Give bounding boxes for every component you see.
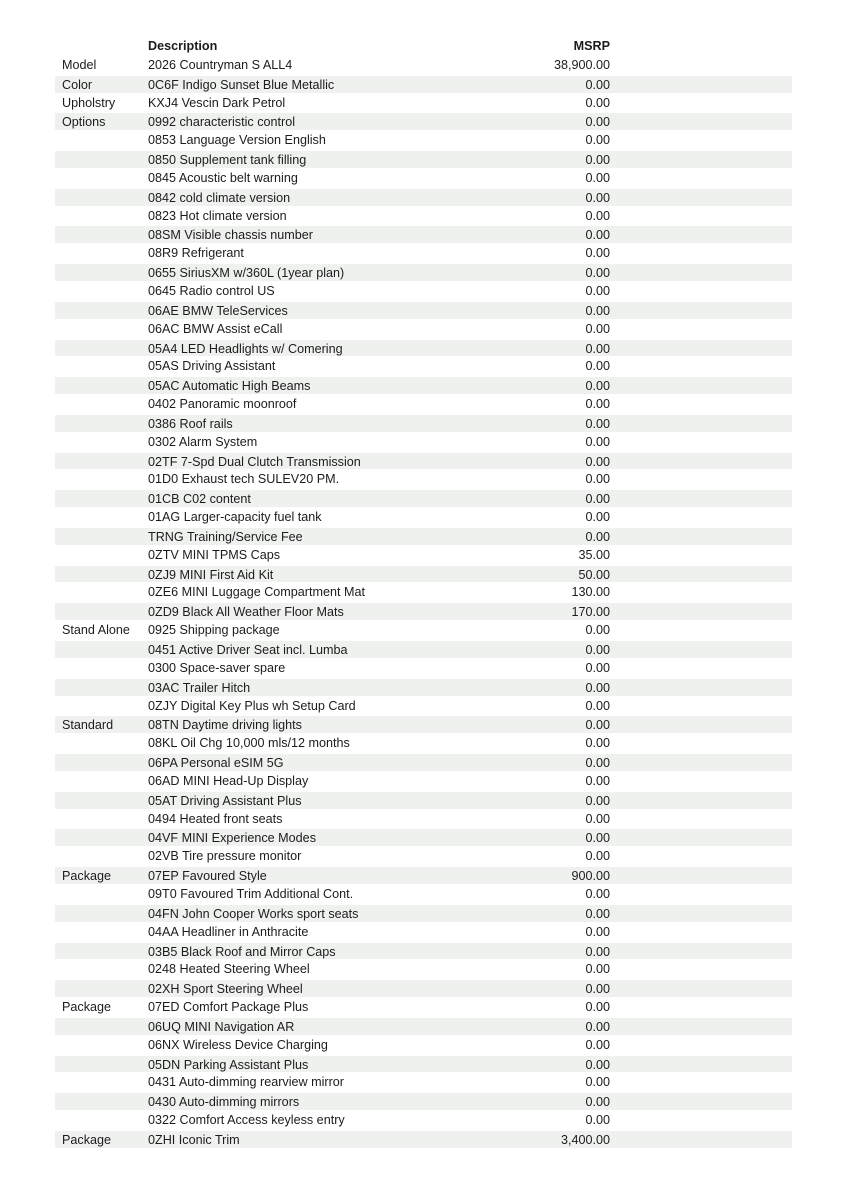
category-cell xyxy=(55,566,148,583)
msrp-cell: 0.00 xyxy=(585,1095,610,1110)
row-spacer xyxy=(610,772,792,791)
msrp-cell: 0.00 xyxy=(585,115,610,130)
msrp-cell: 0.00 xyxy=(585,246,610,261)
category-cell: Color xyxy=(62,77,93,92)
msrp-cell: 0.00 xyxy=(585,849,610,864)
msrp-cell: 35.00 xyxy=(578,547,610,562)
table-row xyxy=(55,1017,792,1036)
category-cell xyxy=(55,734,148,753)
category-cell xyxy=(55,772,148,791)
row-spacer xyxy=(610,94,792,113)
table-row xyxy=(55,282,792,301)
category-cell xyxy=(55,470,148,489)
category-cell xyxy=(55,1111,148,1130)
msrp-cell: 0.00 xyxy=(585,680,610,695)
description-cell: 01AG Larger-capacity fuel tank xyxy=(148,510,322,525)
category-cell: Model xyxy=(62,57,97,72)
table-row xyxy=(55,75,792,94)
description-cell: 06AE BMW TeleServices xyxy=(148,303,288,318)
table-row xyxy=(55,979,792,998)
table-row xyxy=(55,942,792,961)
description-cell: 06AD MINI Head-Up Display xyxy=(148,773,309,788)
category-cell xyxy=(55,829,148,846)
category-cell xyxy=(55,282,148,301)
category-cell xyxy=(55,659,148,678)
msrp-cell: 38,900.00 xyxy=(553,57,610,72)
row-spacer xyxy=(610,453,792,470)
row-spacer xyxy=(610,980,792,997)
description-cell: 05AT Driving Assistant Plus xyxy=(148,793,302,808)
table-row xyxy=(55,263,792,282)
row-spacer xyxy=(610,998,792,1017)
msrp-header: MSRP xyxy=(573,39,610,53)
description-cell: 0850 Supplement tank filling xyxy=(148,153,307,168)
row-spacer xyxy=(610,189,792,206)
table-row xyxy=(55,414,792,433)
table-row xyxy=(55,376,792,395)
description-cell: 08R9 Refrigerant xyxy=(148,246,244,261)
table-row xyxy=(55,452,792,471)
table-row xyxy=(55,56,792,75)
description-cell: 04FN John Cooper Works sport seats xyxy=(148,906,359,921)
msrp-cell: 0.00 xyxy=(585,283,610,298)
table-row xyxy=(55,810,792,829)
category-cell xyxy=(55,357,148,376)
msrp-cell: 0.00 xyxy=(585,643,610,657)
category-cell xyxy=(55,528,148,545)
category-cell xyxy=(55,244,148,263)
msrp-cell: 0.00 xyxy=(585,228,610,243)
row-spacer xyxy=(610,734,792,753)
description-cell: 0ZJY Digital Key Plus wh Setup Card xyxy=(148,698,356,713)
row-spacer xyxy=(610,1131,792,1148)
msrp-cell: 0.00 xyxy=(585,962,610,977)
row-spacer xyxy=(610,885,792,904)
table-row xyxy=(55,1130,792,1149)
description-header: Description xyxy=(148,39,218,53)
description-cell: 2026 Countryman S ALL4 xyxy=(148,57,293,72)
description-cell: 0ZE6 MINI Luggage Compartment Mat xyxy=(148,585,365,600)
category-cell xyxy=(55,395,148,414)
description-cell: 0451 Active Driver Seat incl. Lumba xyxy=(148,643,348,657)
row-spacer xyxy=(610,244,792,263)
msrp-cell: 0.00 xyxy=(585,379,610,394)
table-row xyxy=(55,772,792,791)
category-cell xyxy=(55,980,148,997)
msrp-cell: 900.00 xyxy=(571,869,610,884)
row-spacer xyxy=(610,207,792,226)
msrp-cell: 0.00 xyxy=(585,454,610,469)
row-spacer xyxy=(610,395,792,414)
row-spacer xyxy=(610,470,792,489)
description-cell: 08SM Visible chassis number xyxy=(148,228,313,243)
table-row xyxy=(55,112,792,131)
table-row xyxy=(55,131,792,150)
table-row xyxy=(55,866,792,885)
msrp-cell: 0.00 xyxy=(585,510,610,525)
table-row xyxy=(55,433,792,452)
category-cell xyxy=(55,189,148,206)
msrp-cell: 0.00 xyxy=(585,133,610,148)
category-cell xyxy=(55,583,148,602)
description-cell: 04AA Headliner in Anthracite xyxy=(148,924,309,939)
description-cell: 01D0 Exhaust tech SULEV20 PM. xyxy=(148,472,340,487)
category-cell xyxy=(55,792,148,809)
category-cell xyxy=(55,885,148,904)
category-cell xyxy=(55,131,148,150)
description-cell: 08TN Daytime driving lights xyxy=(148,718,302,733)
category-cell xyxy=(55,697,148,716)
description-cell: 07ED Comfort Package Plus xyxy=(148,1000,309,1015)
table-row xyxy=(55,960,792,979)
msrp-cell: 0.00 xyxy=(585,773,610,788)
msrp-cell: 0.00 xyxy=(585,924,610,939)
category-cell xyxy=(55,264,148,281)
table-row xyxy=(55,847,792,866)
description-cell: 0645 Radio control US xyxy=(148,283,275,298)
category-cell xyxy=(55,377,148,394)
description-cell: 06AC BMW Assist eCall xyxy=(148,321,283,336)
row-spacer xyxy=(610,113,792,130)
row-spacer xyxy=(610,56,792,75)
category-cell xyxy=(55,320,148,339)
table-row xyxy=(55,395,792,414)
category-cell xyxy=(55,151,148,168)
category-cell: Package xyxy=(62,869,112,884)
description-cell: 0ZTV MINI TPMS Caps xyxy=(148,547,281,562)
table-row xyxy=(55,659,792,678)
description-cell: 0386 Roof rails xyxy=(148,416,233,431)
description-cell: 08KL Oil Chg 10,000 mls/12 months xyxy=(148,736,350,751)
table-row xyxy=(55,640,792,659)
table-row xyxy=(55,508,792,527)
category-cell xyxy=(55,810,148,829)
msrp-cell: 0.00 xyxy=(585,153,610,168)
category-cell: Stand Alone xyxy=(62,623,130,638)
row-spacer xyxy=(610,546,792,565)
description-cell: 0842 cold climate version xyxy=(148,190,291,205)
table-row xyxy=(55,527,792,546)
table-row xyxy=(55,753,792,772)
row-spacer xyxy=(610,377,792,394)
description-cell: 04VF MINI Experience Modes xyxy=(148,831,316,846)
msrp-cell: 0.00 xyxy=(585,660,610,675)
description-cell: 02VB Tire pressure monitor xyxy=(148,849,302,864)
msrp-cell: 0.00 xyxy=(585,1113,610,1128)
row-spacer xyxy=(610,810,792,829)
row-spacer xyxy=(610,829,792,846)
row-spacer xyxy=(610,1036,792,1055)
msrp-cell: 0.00 xyxy=(585,698,610,713)
row-spacer xyxy=(610,264,792,281)
description-cell: 0300 Space-saver spare xyxy=(148,660,286,675)
msrp-cell: 0.00 xyxy=(585,208,610,223)
table-row xyxy=(55,320,792,339)
row-spacer xyxy=(610,433,792,452)
msrp-cell: 0.00 xyxy=(585,321,610,336)
description-cell: 06UQ MINI Navigation AR xyxy=(148,1019,295,1034)
category-cell xyxy=(55,943,148,960)
msrp-cell: 0.00 xyxy=(585,95,610,110)
table-row xyxy=(55,583,792,602)
category-cell xyxy=(55,169,148,188)
description-cell: KXJ4 Vescin Dark Petrol xyxy=(148,95,286,110)
description-cell: 0925 Shipping package xyxy=(148,623,280,638)
category-cell xyxy=(55,207,148,226)
msrp-cell: 0.00 xyxy=(585,341,610,356)
table-row xyxy=(55,1111,792,1130)
row-spacer xyxy=(610,1093,792,1110)
table-header-row xyxy=(55,37,792,56)
description-cell: 09T0 Favoured Trim Additional Cont. xyxy=(148,886,354,901)
row-spacer xyxy=(610,490,792,507)
row-spacer xyxy=(610,320,792,339)
row-spacer xyxy=(610,679,792,696)
table-row xyxy=(55,357,792,376)
row-spacer xyxy=(610,415,792,432)
table-row xyxy=(55,94,792,113)
description-cell: 03B5 Black Roof and Mirror Caps xyxy=(148,944,336,959)
row-spacer xyxy=(610,583,792,602)
row-spacer xyxy=(610,1056,792,1073)
msrp-cell: 0.00 xyxy=(585,492,610,507)
table-row xyxy=(55,301,792,320)
table-row xyxy=(55,904,792,923)
row-spacer xyxy=(610,923,792,942)
description-cell: 03AC Trailer Hitch xyxy=(148,680,251,695)
description-cell: 0431 Auto-dimming rearview mirror xyxy=(148,1075,344,1090)
table-row xyxy=(55,470,792,489)
row-spacer xyxy=(610,528,792,545)
description-cell: 0845 Acoustic belt warning xyxy=(148,170,298,185)
msrp-cell: 0.00 xyxy=(585,1075,610,1090)
msrp-cell: 0.00 xyxy=(585,831,610,846)
table-row xyxy=(55,828,792,847)
description-cell: 02XH Sport Steering Wheel xyxy=(148,982,303,997)
row-spacer xyxy=(610,340,792,357)
category-cell: Package xyxy=(62,1132,112,1147)
category-cell xyxy=(55,679,148,696)
row-spacer xyxy=(610,302,792,319)
table-row xyxy=(55,885,792,904)
description-cell: 06PA Personal eSIM 5G xyxy=(148,756,284,771)
row-spacer xyxy=(610,131,792,150)
header-spacer xyxy=(610,37,792,56)
row-spacer xyxy=(610,943,792,960)
table-row xyxy=(55,1036,792,1055)
category-cell xyxy=(55,415,148,432)
msrp-cell: 0.00 xyxy=(585,416,610,431)
row-spacer xyxy=(610,641,792,658)
msrp-cell: 0.00 xyxy=(585,303,610,318)
table-row xyxy=(55,791,792,810)
msrp-cell: 0.00 xyxy=(585,793,610,808)
description-cell: 0992 characteristic control xyxy=(148,115,295,130)
description-cell: 0823 Hot climate version xyxy=(148,208,287,223)
category-cell xyxy=(55,490,148,507)
category-cell xyxy=(55,1056,148,1073)
table-row xyxy=(55,565,792,584)
msrp-cell: 0.00 xyxy=(585,397,610,412)
row-spacer xyxy=(610,1111,792,1130)
msrp-cell: 0.00 xyxy=(585,77,610,92)
msrp-cell: 3,400.00 xyxy=(560,1132,610,1147)
description-cell: 0ZD9 Black All Weather Floor Mats xyxy=(148,605,344,620)
row-spacer xyxy=(610,226,792,243)
msrp-cell: 0.00 xyxy=(585,1057,610,1072)
description-cell: 06NX Wireless Device Charging xyxy=(148,1037,328,1052)
description-cell: 0430 Auto-dimming mirrors xyxy=(148,1095,300,1110)
table-row xyxy=(55,1055,792,1074)
category-header xyxy=(55,37,148,56)
description-cell: 0853 Language Version English xyxy=(148,133,326,148)
description-cell: 0402 Panoramic moonroof xyxy=(148,397,297,412)
row-spacer xyxy=(610,508,792,527)
msrp-cell: 0.00 xyxy=(585,1037,610,1052)
category-cell xyxy=(55,923,148,942)
table-row xyxy=(55,169,792,188)
description-cell: 0248 Heated Steering Wheel xyxy=(148,962,310,977)
row-spacer xyxy=(610,659,792,678)
table-row xyxy=(55,489,792,508)
row-spacer xyxy=(610,754,792,771)
table-row xyxy=(55,734,792,753)
msrp-cell: 0.00 xyxy=(585,736,610,751)
category-cell xyxy=(55,302,148,319)
table-row xyxy=(55,715,792,734)
msrp-cell: 170.00 xyxy=(571,605,610,620)
category-cell xyxy=(55,340,148,357)
description-cell: 01CB C02 content xyxy=(148,492,251,507)
description-cell: 0655 SiriusXM w/360L (1year plan) xyxy=(148,266,345,281)
row-spacer xyxy=(610,282,792,301)
msrp-cell: 0.00 xyxy=(585,718,610,733)
table-row xyxy=(55,621,792,640)
category-cell xyxy=(55,905,148,922)
category-cell xyxy=(55,433,148,452)
row-spacer xyxy=(610,792,792,809)
row-spacer xyxy=(610,1018,792,1035)
row-spacer xyxy=(610,716,792,733)
category-cell xyxy=(55,508,148,527)
table-row xyxy=(55,339,792,358)
row-spacer xyxy=(610,621,792,640)
msrp-cell: 130.00 xyxy=(571,585,610,600)
category-cell xyxy=(55,641,148,658)
table-row xyxy=(55,546,792,565)
msrp-cell: 0.00 xyxy=(585,886,610,901)
row-spacer xyxy=(610,566,792,583)
msrp-cell: 0.00 xyxy=(585,434,610,449)
category-cell xyxy=(55,546,148,565)
description-cell: 0302 Alarm System xyxy=(148,434,258,449)
table-row xyxy=(55,602,792,621)
category-cell xyxy=(55,1093,148,1110)
msrp-cell: 0.00 xyxy=(585,266,610,281)
table-row xyxy=(55,188,792,207)
table-row xyxy=(55,998,792,1017)
description-cell: 0322 Comfort Access keyless entry xyxy=(148,1113,345,1128)
msrp-cell: 0.00 xyxy=(585,944,610,959)
msrp-cell: 0.00 xyxy=(585,1000,610,1015)
table-row xyxy=(55,1092,792,1111)
table-row xyxy=(55,225,792,244)
row-spacer xyxy=(610,151,792,168)
description-cell: 0ZJ9 MINI First Aid Kit xyxy=(148,567,274,582)
category-cell xyxy=(55,847,148,866)
description-cell: 05A4 LED Headlights w/ Comering xyxy=(148,341,343,356)
category-cell: Upholstry xyxy=(62,95,116,110)
row-spacer xyxy=(610,867,792,884)
table-row xyxy=(55,207,792,226)
msrp-cell: 0.00 xyxy=(585,170,610,185)
category-cell xyxy=(55,960,148,979)
table-row xyxy=(55,150,792,169)
msrp-cell: 0.00 xyxy=(585,906,610,921)
row-spacer xyxy=(610,357,792,376)
table-row xyxy=(55,697,792,716)
row-spacer xyxy=(610,76,792,93)
description-cell: 05AS Driving Assistant xyxy=(148,359,276,374)
msrp-cell: 0.00 xyxy=(585,811,610,826)
table-row xyxy=(55,1073,792,1092)
description-cell: TRNG Training/Service Fee xyxy=(148,529,303,544)
table-row xyxy=(55,678,792,697)
msrp-cell: 50.00 xyxy=(578,567,610,582)
description-cell: 0C6F Indigo Sunset Blue Metallic xyxy=(148,77,335,92)
msrp-cell: 0.00 xyxy=(585,529,610,544)
msrp-cell: 0.00 xyxy=(585,756,610,771)
msrp-cell: 0.00 xyxy=(585,982,610,997)
category-cell xyxy=(55,453,148,470)
description-cell: 07EP Favoured Style xyxy=(148,869,267,884)
msrp-cell: 0.00 xyxy=(585,1019,610,1034)
row-spacer xyxy=(610,169,792,188)
description-cell: 0494 Heated front seats xyxy=(148,811,283,826)
category-cell xyxy=(55,754,148,771)
category-cell xyxy=(55,226,148,243)
row-spacer xyxy=(610,603,792,620)
category-cell xyxy=(55,603,148,620)
options-table xyxy=(55,37,792,1149)
category-cell xyxy=(55,1018,148,1035)
category-cell xyxy=(55,1073,148,1092)
row-spacer xyxy=(610,697,792,716)
row-spacer xyxy=(610,1073,792,1092)
msrp-cell: 0.00 xyxy=(585,623,610,638)
msrp-cell: 0.00 xyxy=(585,190,610,205)
msrp-cell: 0.00 xyxy=(585,472,610,487)
category-cell xyxy=(55,1036,148,1055)
row-spacer xyxy=(610,847,792,866)
description-cell: 05DN Parking Assistant Plus xyxy=(148,1057,309,1072)
msrp-cell: 0.00 xyxy=(585,359,610,374)
category-cell: Options xyxy=(62,115,106,130)
row-spacer xyxy=(610,905,792,922)
description-cell: 02TF 7-Spd Dual Clutch Transmission xyxy=(148,454,361,469)
description-cell: 0ZHI Iconic Trim xyxy=(148,1132,240,1147)
row-spacer xyxy=(610,960,792,979)
table-row xyxy=(55,923,792,942)
category-cell: Standard xyxy=(62,718,114,733)
category-cell: Package xyxy=(62,1000,112,1015)
description-cell: 05AC Automatic High Beams xyxy=(148,379,311,394)
table-row xyxy=(55,244,792,263)
options-table-body xyxy=(55,56,792,1149)
